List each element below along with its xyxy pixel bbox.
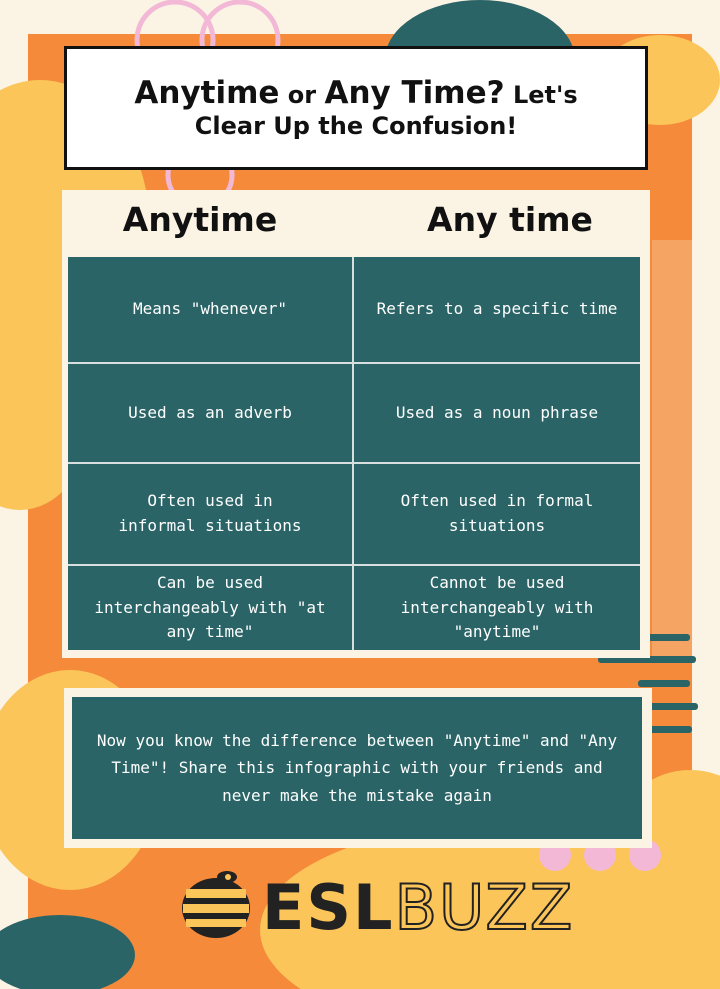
logo-text-esl: ESL [262,871,395,944]
title-line2: Clear Up the Confusion! [194,112,518,141]
table-cell: Often used in informal situations [68,464,352,564]
table-cell: Used as an adverb [68,364,352,462]
title-part-lets: Let's [504,81,578,109]
table-cell: Cannot be used interchangeably with "anytime" [354,566,640,650]
table-cell: Refers to a specific time [354,257,640,362]
logo-text [262,871,575,944]
title-part-any-time: Any Time? [324,75,505,111]
page-title [134,75,577,141]
logo-text-buzz: BUZZ [394,871,575,944]
table-cell: Means "whenever" [68,257,352,362]
title-box [64,46,648,170]
table-cell: Can be used interchangeably with "at any time" [68,566,352,650]
table-cell: Used as a noun phrase [354,364,640,462]
comparison-table [68,257,640,650]
column-header-any-time: Any time [427,200,593,239]
closing-note: Now you know the difference between "Anytime" and "Any Time"! Share this infographic with your friends and never make the mistake again [72,697,642,839]
eslbuzz-logo [262,870,574,946]
column-header-anytime: Anytime [122,200,278,239]
title-part-or: or [279,81,325,109]
table-cell: Often used in formal situations [354,464,640,564]
title-part-anytime: Anytime [134,75,280,111]
